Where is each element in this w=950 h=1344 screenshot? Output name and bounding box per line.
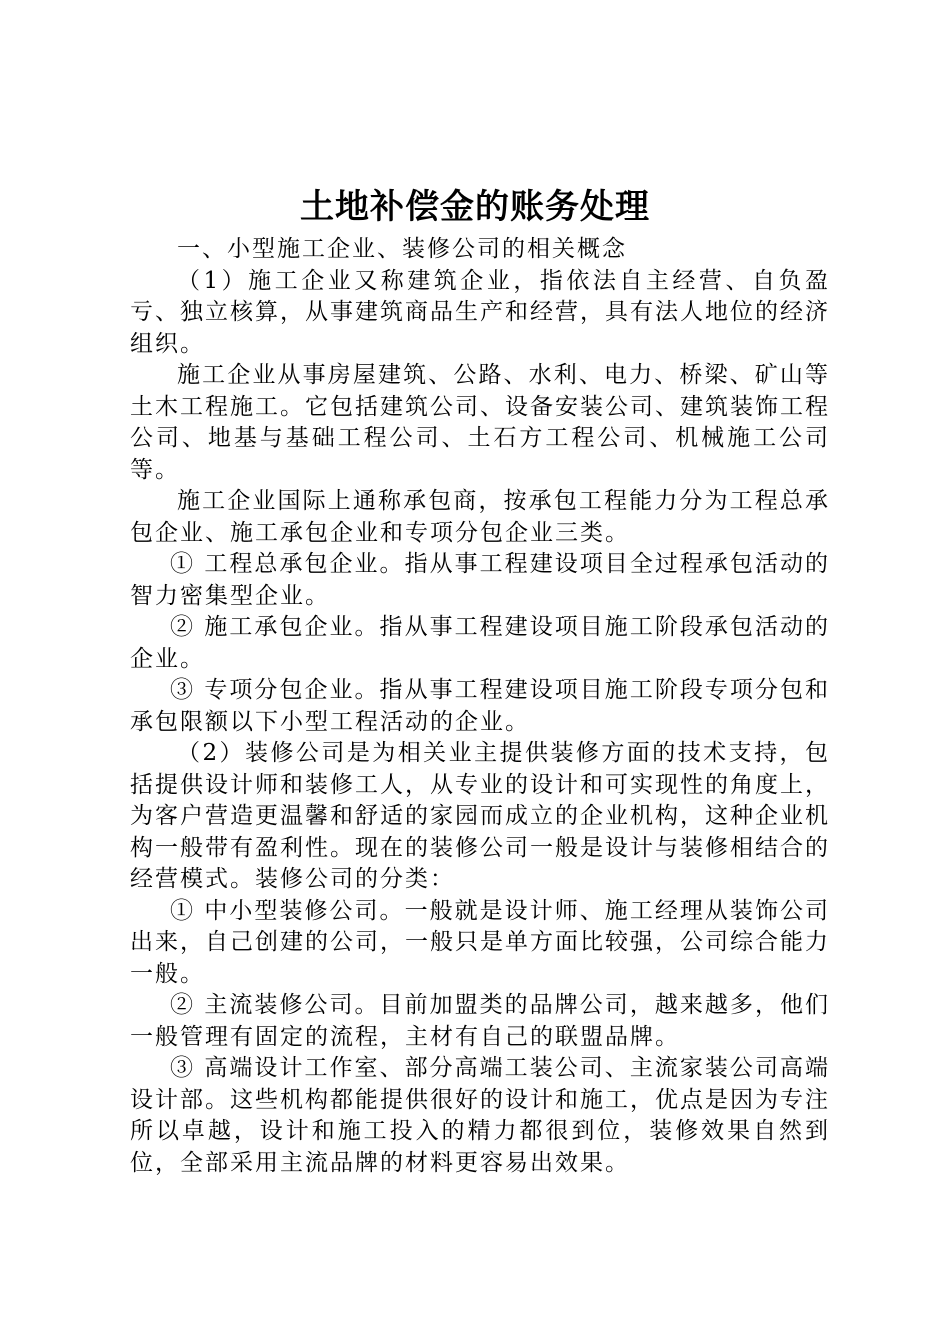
paragraph-decoration-company-definition: （2）装修公司是为相关业主提供装修方面的技术支持，包括提供设计师和装修工人，从专业的设计和可实现性的角度上，为客户营造更温馨和舒适的家园而成立的企业机构，这种企业机构一般带有盈利性。现在的装修公司一般是设计与装修相结合的经营模式。装修公司的分类： bbox=[130, 740, 830, 892]
list-item-small-decoration-company: ① 中小型装修公司。一般就是设计师、施工经理从装饰公司出来，自己创建的公司，一般只是单方面比较强，公司综合能力一般。 bbox=[130, 897, 830, 987]
list-item-mainstream-decoration-company: ② 主流装修公司。目前加盟类的品牌公司，越来越多，他们一般管理有固定的流程，主材有自己的联盟品牌。 bbox=[130, 992, 830, 1050]
paragraph-construction-enterprise-definition: （1）施工企业又称建筑企业，指依法自主经营、自负盈亏、独立核算，从事建筑商品生产和经营，具有法人地位的经济组织。 bbox=[130, 267, 830, 357]
list-item-high-end-design-studio: ③ 高端设计工作室、部分高端工装公司、主流家装公司高端设计部。这些机构都能提供很好的设计和施工，优点是因为专注所以卓越，设计和施工投入的精力都很到位，装修效果自然到位，全部采用主流品牌的材料更容易出效果。 bbox=[130, 1055, 830, 1176]
document-title: 土地补偿金的账务处理 bbox=[300, 187, 650, 227]
paragraph-construction-scope: 施工企业从事房屋建筑、公路、水利、电力、桥梁、矿山等土木工程施工。它包括建筑公司、设备安装公司、建筑装饰工程公司、地基与基础工程公司、土石方工程公司、机械施工公司等。 bbox=[130, 362, 830, 483]
list-item-construction-contractor: ② 施工承包企业。指从事工程建设项目施工阶段承包活动的企业。 bbox=[130, 614, 830, 672]
document-body bbox=[130, 234, 830, 1179]
list-item-specialty-subcontractor: ③ 专项分包企业。指从事工程建设项目施工阶段专项分包和承包限额以下小型工程活动的企业。 bbox=[130, 677, 830, 735]
list-item-general-contractor: ① 工程总承包企业。指从事工程建设项目全过程承包活动的智力密集型企业。 bbox=[130, 551, 830, 609]
section-heading: 一、小型施工企业、装修公司的相关概念 bbox=[177, 236, 627, 262]
paragraph-contractor-classification: 施工企业国际上通称承包商，按承包工程能力分为工程总承包企业、施工承包企业和专项分包企业三类。 bbox=[130, 488, 830, 546]
